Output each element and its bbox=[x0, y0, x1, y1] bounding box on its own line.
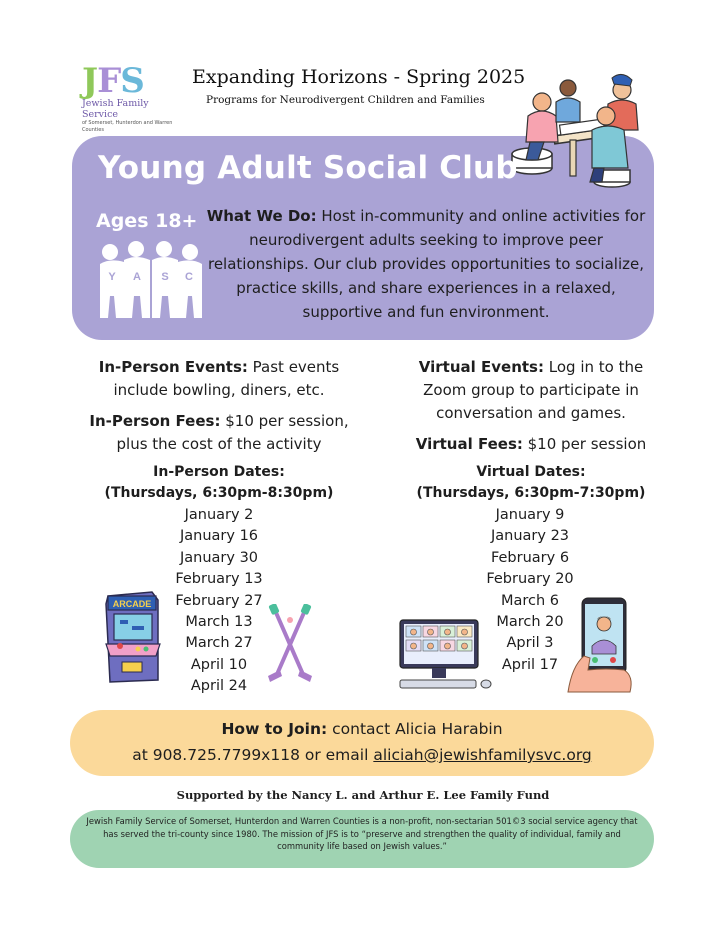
email-link[interactable]: aliciah@jewishfamilysvc.org bbox=[373, 746, 592, 764]
yasc-letter: A bbox=[133, 271, 141, 283]
in-person-fees bbox=[88, 410, 350, 456]
list-item: March 6 bbox=[500, 592, 560, 609]
club-title: Young Adult Social Club bbox=[98, 150, 518, 186]
in-person-events-text: Past events include bowling, diners, etc. bbox=[113, 358, 340, 399]
virtual-dates-schedule: (Thursdays, 6:30pm-7:30pm) bbox=[416, 485, 646, 501]
list-item: February 20 bbox=[486, 571, 574, 588]
in-person-dates-heading: In-Person Dates: bbox=[153, 464, 285, 480]
list-item: February 13 bbox=[175, 571, 263, 588]
virtual-events bbox=[396, 356, 666, 425]
how-to-join-label: How to Join: bbox=[221, 720, 328, 738]
yasc-letter: Y bbox=[108, 271, 116, 283]
list-item: January 16 bbox=[179, 528, 259, 545]
what-we-do-label: What We Do: bbox=[206, 207, 317, 225]
join-contact: contact Alicia Harabin bbox=[327, 720, 503, 738]
logo-name: Jewish Family Service bbox=[82, 98, 149, 120]
virtual-events-text: Log in to the Zoom group to participate in conversation and games. bbox=[423, 358, 644, 422]
phone-video-call-icon bbox=[566, 596, 640, 694]
arcade-label: ARCADE bbox=[112, 599, 152, 609]
group-people-icon bbox=[96, 240, 206, 320]
arcade-machine-icon bbox=[100, 590, 166, 686]
list-item: April 24 bbox=[190, 678, 248, 695]
virtual-fees bbox=[386, 433, 676, 456]
list-item: January 30 bbox=[179, 549, 259, 566]
in-person-dates-schedule: (Thursdays, 6:30pm-8:30pm) bbox=[104, 485, 334, 501]
in-person-fees-text: $10 per session, plus the cost of the activity bbox=[116, 412, 349, 453]
list-item: February 27 bbox=[175, 592, 263, 609]
list-item: April 10 bbox=[190, 656, 248, 673]
list-item: April 17 bbox=[501, 656, 559, 673]
in-person-events bbox=[96, 356, 342, 402]
list-item: March 13 bbox=[185, 614, 253, 631]
jfs-logo bbox=[82, 61, 182, 133]
what-we-do-text bbox=[206, 204, 646, 324]
logo-subname: of Somerset, Hunterdon and Warren Counties bbox=[82, 120, 173, 133]
in-person-fees-label: In-Person Fees: bbox=[89, 412, 221, 430]
virtual-dates-heading: Virtual Dates: bbox=[476, 464, 586, 480]
page-subtitle: Programs for Neurodivergent Children and Families bbox=[206, 94, 485, 106]
how-to-join-text bbox=[70, 716, 654, 768]
logo-letters: JFS bbox=[82, 61, 144, 101]
yasc-letter: S bbox=[161, 271, 169, 283]
list-item: February 6 bbox=[490, 549, 570, 566]
video-call-computer-icon bbox=[398, 618, 494, 692]
list-item: March 27 bbox=[185, 635, 253, 652]
list-item: March 20 bbox=[496, 614, 564, 631]
board-game-illustration-icon bbox=[504, 72, 664, 192]
supported-by: Supported by the Nancy L. and Arthur E. Lee Family Fund bbox=[176, 788, 550, 802]
virtual-fees-text: $10 per session bbox=[522, 435, 647, 453]
join-phone: at 908.725.7799x118 or email bbox=[132, 746, 374, 764]
list-item: January 2 bbox=[184, 507, 254, 523]
what-we-do-body: Host in-community and online activities for neurodivergent adults seeking to improve peer relationships. Our club provides opportunities to socialize, practice skills, and share experiences in a relaxed, supportive and fun environment. bbox=[207, 207, 646, 321]
yasc-figures-icon bbox=[96, 240, 206, 320]
list-item: January 23 bbox=[490, 528, 570, 545]
list-item: January 9 bbox=[495, 507, 565, 523]
list-item: April 3 bbox=[506, 635, 554, 652]
ages-label: Ages 18+ bbox=[96, 210, 198, 232]
mission-text: Jewish Family Service of Somerset, Hunterdon and Warren Counties is a non-profit, non-sectarian 501©3 social service agency that has served the tri-county since 1980. The mission of JFS is to “preserve and strengthen the quality of individual, family and community life based on Jewish values.” bbox=[86, 816, 638, 851]
virtual-events-label: Virtual Events: bbox=[418, 358, 544, 376]
yasc-letter: C bbox=[185, 271, 193, 283]
golf-clubs-icon bbox=[264, 604, 316, 684]
page-title: Expanding Horizons - Spring 2025 bbox=[192, 66, 526, 88]
in-person-events-label: In-Person Events: bbox=[98, 358, 248, 376]
virtual-fees-label: Virtual Fees: bbox=[415, 435, 523, 453]
